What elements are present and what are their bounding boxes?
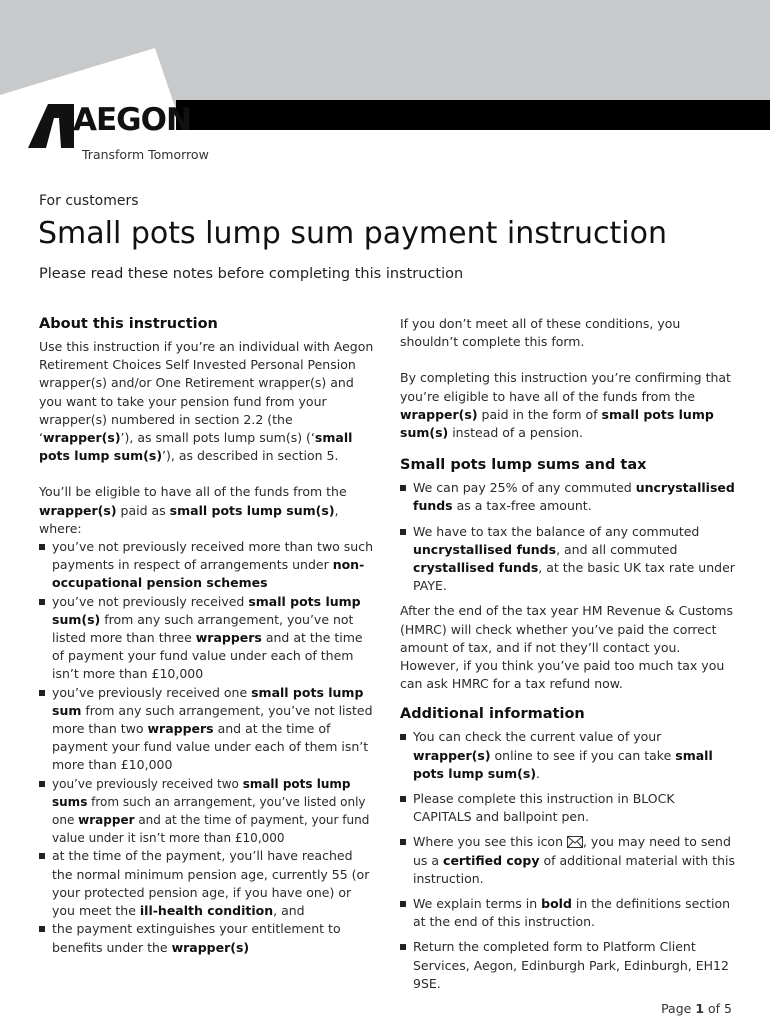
page-subtitle: Please read these notes before completing this instruction bbox=[39, 266, 464, 282]
envelope-icon bbox=[567, 836, 583, 848]
list-item: the payment extinguishes your entitlement to benefits under the wrapper(s) bbox=[39, 920, 375, 956]
hmrc-paragraph: After the end of the tax year HM Revenue & Customs (HMRC) will check whether you’ve paid the correct amount of tax, and if not they’ll contact you. However, if you think you’ve paid too much tax you can ask HMRC for a tax refund now. bbox=[400, 603, 733, 692]
tagline: Transform Tomorrow bbox=[82, 147, 209, 162]
list-item: Return the completed form to Platform Client Services, Aegon, Edinburgh Park, Edinburgh, EH12 9SE. bbox=[400, 938, 735, 993]
header-band-black bbox=[176, 100, 770, 130]
additional-list bbox=[400, 728, 735, 993]
eyebrow: For customers bbox=[39, 193, 139, 209]
page-number: Page 1 of 5 bbox=[661, 1001, 732, 1016]
aegon-logo-mark-icon bbox=[26, 104, 74, 148]
list-item: We have to tax the balance of any commuted uncrystallised funds, and all commuted crystallised funds, at the basic UK tax rate under PAYE. bbox=[400, 523, 735, 596]
confirmation-paragraph: By completing this instruction you’re confirming that you’re eligible to have all of the funds from the wrapper(s) paid in the form of small pots lump sum(s) instead of a pension. bbox=[400, 370, 731, 441]
section-heading-tax: Small pots lump sums and tax bbox=[400, 457, 647, 474]
eligibility-list bbox=[39, 538, 375, 957]
tax-list bbox=[400, 479, 735, 595]
list-item: you’ve previously received two small pots lump sums from such an arrangement, you’ve listed only one wrapper and at the time of payment, your fund value under it isn’t more than £10,000 bbox=[39, 775, 375, 848]
about-paragraph: Use this instruction if you’re an individual with Aegon Retirement Choices Self Invested Personal Pension wrapper(s) and/or One Retirement wrapper(s) and you want to take your pension fund from your wrapper(s) numbered in section 2.2 (the ‘wrapper(s)’), as small pots lump sum(s) (‘small pots lump sum(s)’), as described in section 5. bbox=[39, 339, 374, 464]
conditions-paragraph: If you don’t meet all of these conditions, you shouldn’t complete this form. bbox=[400, 316, 681, 350]
aegon-logo bbox=[26, 102, 226, 162]
list-item: you’ve previously received one small pots lump sum from any such arrangement, you’ve not listed more than two wrappers and at the time of payment your fund value under each of them isn’t more than £10,000 bbox=[39, 684, 375, 775]
list-item: You can check the current value of your wrapper(s) online to see if you can take small pots lump sum(s). bbox=[400, 728, 735, 783]
right-column bbox=[400, 315, 735, 1000]
section-heading-about: About this instruction bbox=[39, 316, 218, 332]
list-item: We explain terms in bold in the definitions section at the end of this instruction. bbox=[400, 895, 735, 931]
list-item: Where you see this icon , you may need to send us a certified copy of additional material with this instruction. bbox=[400, 833, 735, 888]
left-column bbox=[39, 315, 375, 957]
eligibility-paragraph: You’ll be eligible to have all of the funds from the wrapper(s) paid as small pots lump sum(s), where: bbox=[39, 484, 347, 536]
list-item: you’ve not previously received small pots lump sum(s) from any such arrangement, you’ve not listed more than three wrappers and at the time of payment your fund value under each of them isn’t more than £10,000 bbox=[39, 593, 375, 684]
list-item: you’ve not previously received more than two such payments in respect of arrangements under non-occupational pension schemes bbox=[39, 538, 375, 593]
logo-text: AEGON bbox=[73, 102, 191, 138]
list-item: We can pay 25% of any commuted uncrystallised funds as a tax-free amount. bbox=[400, 479, 735, 515]
page-title: Small pots lump sum payment instruction bbox=[38, 216, 667, 251]
section-heading-additional: Additional information bbox=[400, 706, 585, 723]
list-item: at the time of the payment, you’ll have reached the normal minimum pension age, currently 55 (or your protected pension age, if you have one) or you meet the ill-health condition, and bbox=[39, 847, 375, 920]
list-item: Please complete this instruction in BLOCK CAPITALS and ballpoint pen. bbox=[400, 790, 735, 826]
